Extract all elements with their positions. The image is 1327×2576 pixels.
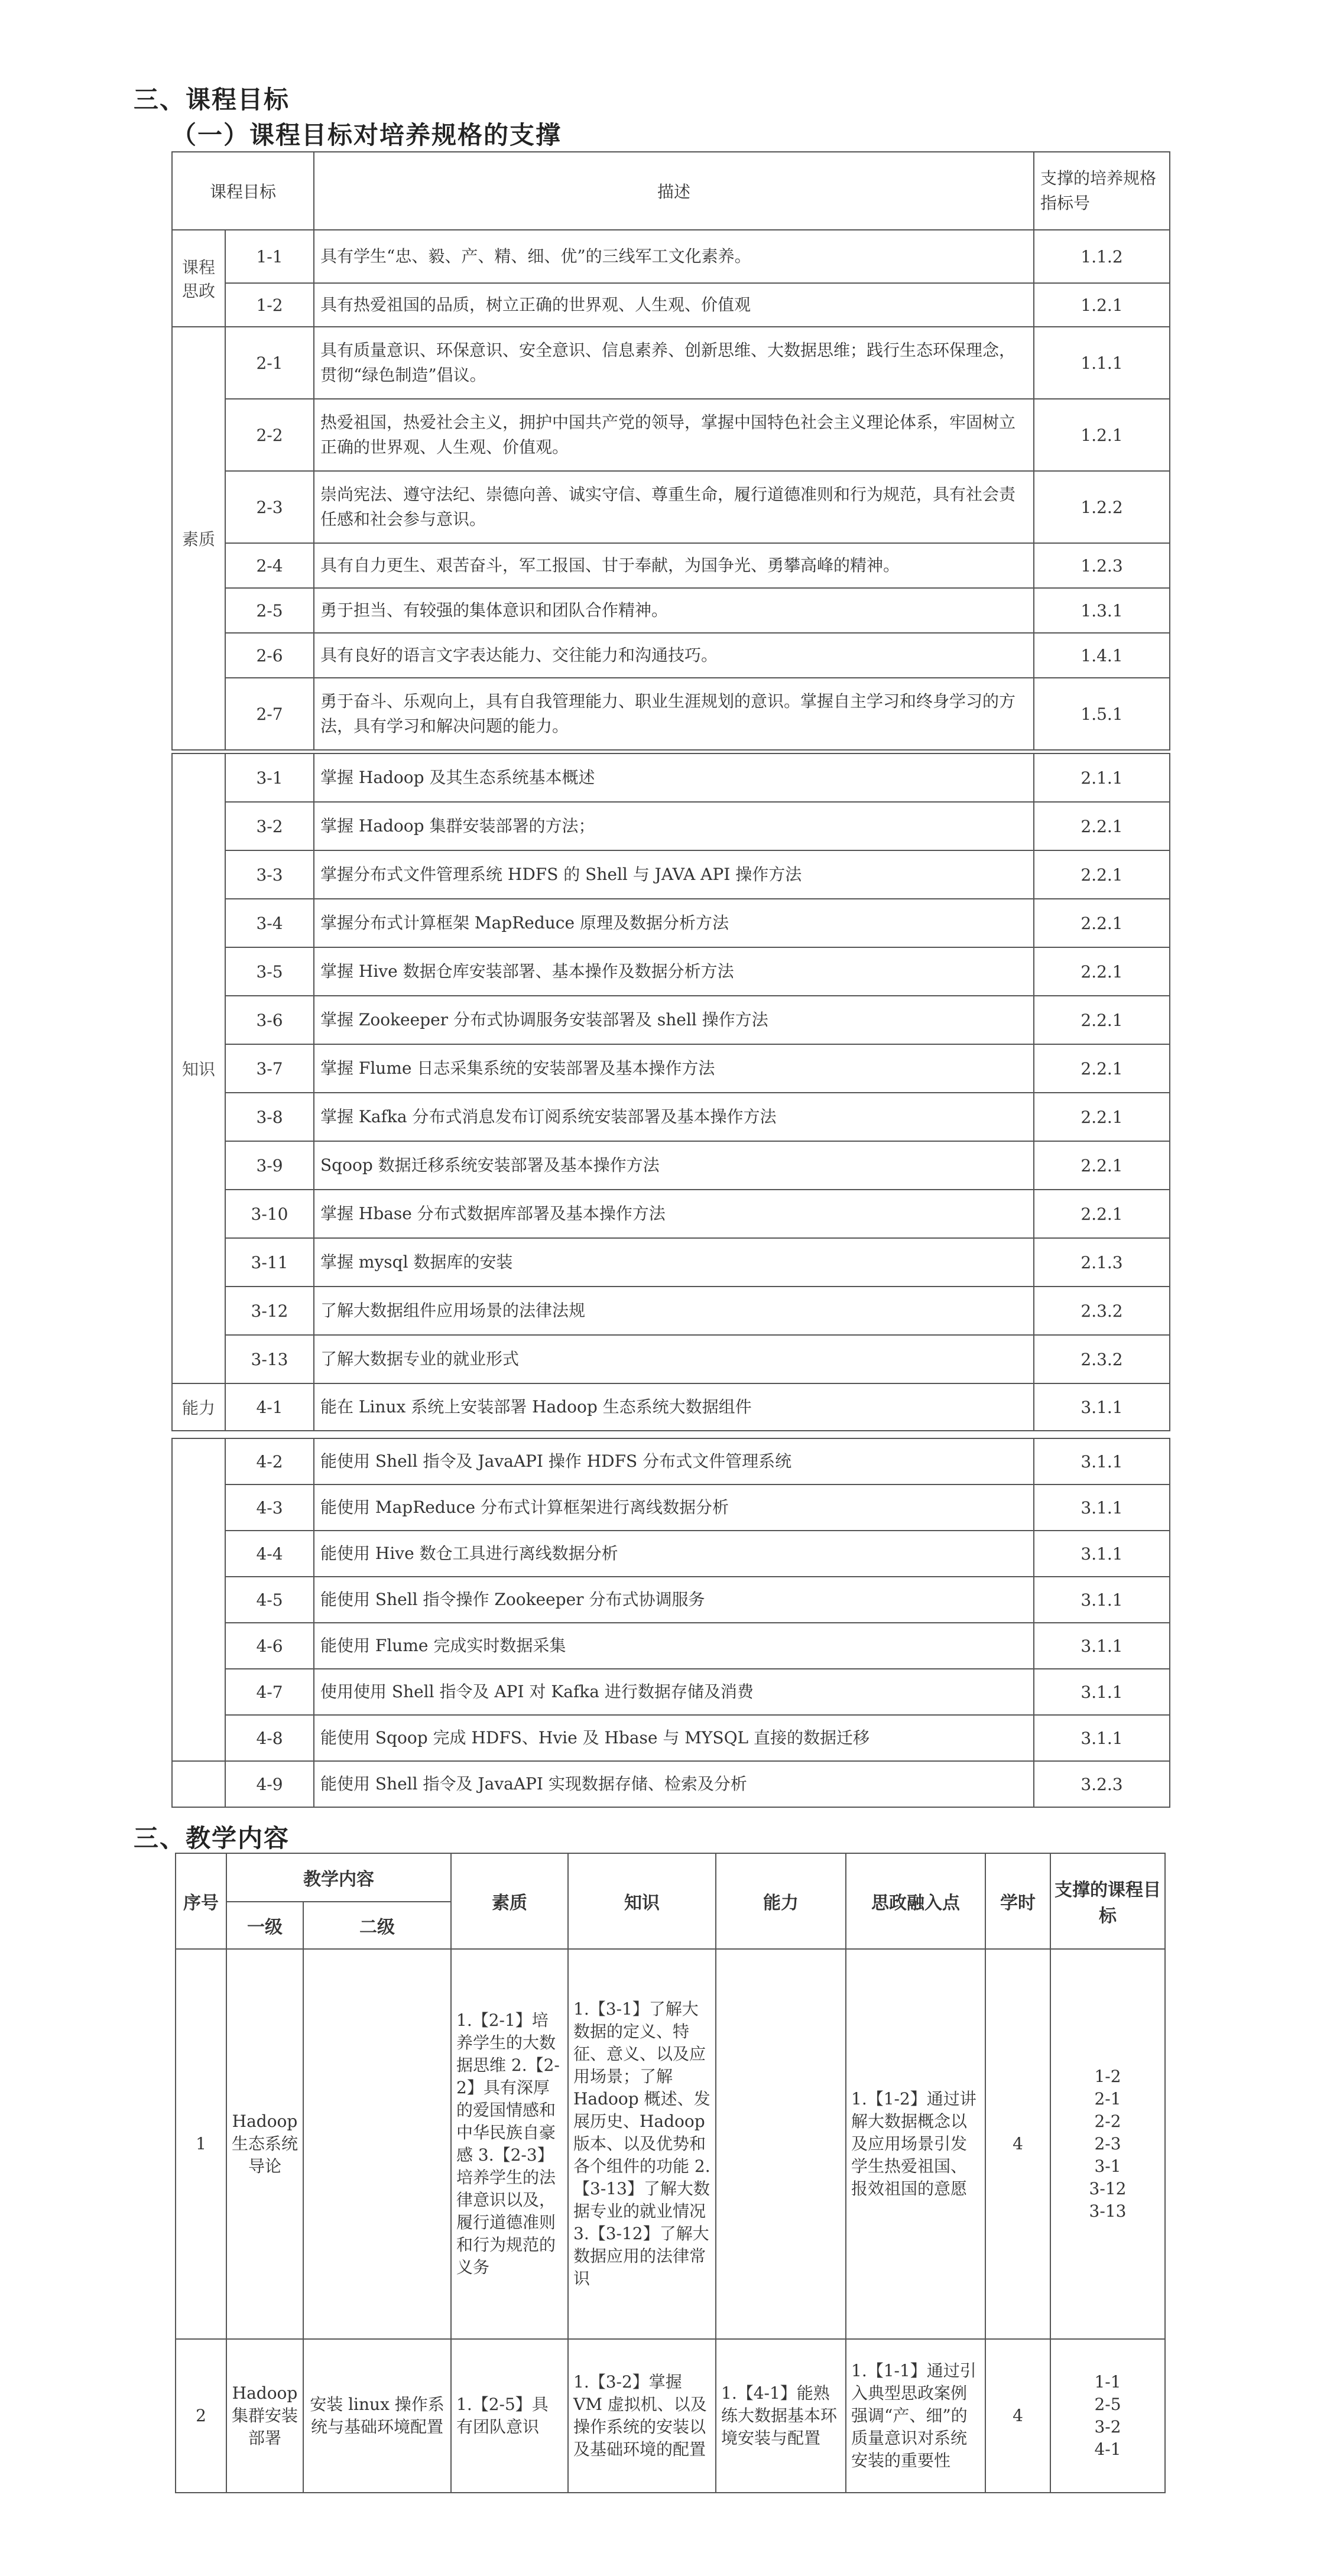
objective-code: 4-3 <box>225 1484 314 1531</box>
objective-desc: 具有自力更生、艰苦奋斗，军工报国、甘于奉献，为国争光、勇攀高峰的精神。 <box>314 543 1034 588</box>
header-goals: 支撑的课程目标 <box>1050 1853 1165 1949</box>
objective-desc: 勇于奋斗、乐观向上，具有自我管理能力、职业生涯规划的意识。掌握自主学习和终身学习的方法，具有学习和解决问题的能力。 <box>314 678 1034 750</box>
objective-code: 4-2 <box>225 1438 314 1484</box>
objective-spec: 3.1.1 <box>1034 1577 1170 1623</box>
objective-spec: 2.2.1 <box>1034 1141 1170 1190</box>
objective-spec: 2.2.1 <box>1034 899 1170 947</box>
objective-spec: 1.2.3 <box>1034 543 1170 588</box>
content-nengli: 1.【4-1】能熟练大数据基本环境安装与配置 <box>716 2339 846 2493</box>
objective-desc: 使用使用 Shell 指令及 API 对 Kafka 进行数据存储及消费 <box>314 1669 1034 1715</box>
objective-code: 2-7 <box>225 678 314 750</box>
objective-desc: 能在 Linux 系统上安装部署 Hadoop 生态系统大数据组件 <box>314 1383 1034 1431</box>
header-spec-index: 支撑的培养规格指标号 <box>1034 152 1170 230</box>
objective-desc: 具有热爱祖国的品质，树立正确的世界观、人生观、价值观 <box>314 283 1034 327</box>
objective-spec: 2.1.1 <box>1034 753 1170 802</box>
objective-desc: 掌握 Hadoop 及其生态系统基本概述 <box>314 753 1034 802</box>
objective-desc: 具有质量意识、环保意识、安全意识、信息素养、创新思维、大数据思维；践行生态环保理念，贯彻“绿色制造”倡议。 <box>314 327 1034 399</box>
goal-item: 1-1 <box>1094 2372 1121 2392</box>
objective-code: 4-5 <box>225 1577 314 1623</box>
objective-desc: 掌握分布式文件管理系统 HDFS 的 Shell 与 JAVA API 操作方法 <box>314 850 1034 899</box>
objective-desc: 能使用 Shell 指令及 JavaAPI 操作 HDFS 分布式文件管理系统 <box>314 1438 1034 1484</box>
goal-item: 2-1 <box>1094 2089 1121 2109</box>
content-level2 <box>303 1949 451 2339</box>
objectives-table-part2 <box>171 753 1170 1431</box>
content-no: 1 <box>176 1949 226 2339</box>
section-heading-course-objectives: 三、课程目标 <box>134 85 290 114</box>
goal-item: 3-2 <box>1094 2417 1121 2437</box>
content-hours: 4 <box>985 2339 1050 2493</box>
objective-desc: 热爱祖国，热爱社会主义，拥护中国共产党的领导，掌握中国特色社会主义理论体系，牢固树立正确的世界观、人生观、价值观。 <box>314 399 1034 471</box>
objective-code: 3-10 <box>225 1190 314 1238</box>
objective-code: 4-7 <box>225 1669 314 1715</box>
content-suzhi: 1.【2-5】具有团队意识 <box>451 2339 568 2493</box>
objective-desc: 掌握分布式计算框架 MapReduce 原理及数据分析方法 <box>314 899 1034 947</box>
objective-desc: 能使用 MapReduce 分布式计算框架进行离线数据分析 <box>314 1484 1034 1531</box>
objective-desc: 掌握 Zookeeper 分布式协调服务安装部署及 shell 操作方法 <box>314 996 1034 1044</box>
category-blank <box>172 1761 225 1807</box>
goal-item: 2-3 <box>1094 2134 1121 2153</box>
objective-spec: 3.1.1 <box>1034 1531 1170 1577</box>
subsection-heading-objective-support: （一）课程目标对培养规格的支撑 <box>171 121 562 150</box>
objective-desc: 能使用 Shell 指令及 JavaAPI 实现数据存储、检索及分析 <box>314 1761 1034 1807</box>
header-suzhi: 素质 <box>451 1853 568 1949</box>
objective-desc: 具有良好的语言文字表达能力、交往能力和沟通技巧。 <box>314 633 1034 678</box>
objective-desc: 崇尚宪法、遵守法纪、崇德向善、诚实守信、尊重生命，履行道德准则和行为规范，具有社会责任感和社会参与意识。 <box>314 471 1034 543</box>
goal-item: 3-12 <box>1089 2179 1127 2198</box>
objective-code: 1-1 <box>225 230 314 283</box>
objective-code: 3-1 <box>225 753 314 802</box>
teaching-content-table <box>175 1853 1166 2493</box>
header-sizheng: 思政融入点 <box>846 1853 985 1949</box>
objective-spec: 1.5.1 <box>1034 678 1170 750</box>
objective-desc: 能使用 Shell 指令操作 Zookeeper 分布式协调服务 <box>314 1577 1034 1623</box>
objective-spec: 2.3.2 <box>1034 1287 1170 1335</box>
objective-desc: 了解大数据专业的就业形式 <box>314 1335 1034 1383</box>
objective-code: 4-8 <box>225 1715 314 1761</box>
objective-code: 3-9 <box>225 1141 314 1190</box>
objective-desc: 掌握 Flume 日志采集系统的安装部署及基本操作方法 <box>314 1044 1034 1093</box>
objective-spec: 3.1.1 <box>1034 1438 1170 1484</box>
goal-item: 2-5 <box>1094 2395 1121 2414</box>
goal-item: 1-2 <box>1094 2067 1121 2086</box>
objective-desc: 能使用 Flume 完成实时数据采集 <box>314 1623 1034 1669</box>
goal-item: 3-1 <box>1094 2156 1121 2176</box>
objective-code: 2-5 <box>225 588 314 633</box>
category-suzhi: 素质 <box>172 327 225 750</box>
content-sizheng: 1.【1-1】通过引入典型思政案例强调“产、细”的质量意识对系统安装的重要性 <box>846 2339 985 2493</box>
objective-spec: 2.2.1 <box>1034 850 1170 899</box>
objective-spec: 1.3.1 <box>1034 588 1170 633</box>
objective-code: 1-2 <box>225 283 314 327</box>
objective-spec: 2.2.1 <box>1034 802 1170 850</box>
objective-desc: 掌握 Hadoop 集群安装部署的方法； <box>314 802 1034 850</box>
content-goals <box>1050 2339 1165 2493</box>
header-no: 序号 <box>176 1853 226 1949</box>
objective-spec: 3.1.1 <box>1034 1484 1170 1531</box>
objective-code: 2-1 <box>225 327 314 399</box>
objective-desc: 了解大数据组件应用场景的法律法规 <box>314 1287 1034 1335</box>
objective-spec: 3.2.3 <box>1034 1761 1170 1807</box>
objective-code: 3-13 <box>225 1335 314 1383</box>
objective-code: 2-3 <box>225 471 314 543</box>
content-suzhi: 1.【2-1】培养学生的大数据思维 2.【2-2】具有深厚的爱国情感和中华民族自豪感 3.【2-3】培养学生的法律意识以及，履行道德准则和行为规范的义务 <box>451 1949 568 2339</box>
objectives-table-part1 <box>171 151 1170 751</box>
header-level1: 一级 <box>226 1902 303 1949</box>
objective-desc: 勇于担当、有较强的集体意识和团队合作精神。 <box>314 588 1034 633</box>
objective-desc: 掌握 Hive 数据仓库安装部署、基本操作及数据分析方法 <box>314 947 1034 996</box>
header-zhishi: 知识 <box>568 1853 716 1949</box>
objective-code: 3-3 <box>225 850 314 899</box>
objective-code: 3-12 <box>225 1287 314 1335</box>
content-level1: Hadoop生态系统导论 <box>226 1949 303 2339</box>
objective-spec: 3.1.1 <box>1034 1715 1170 1761</box>
objective-spec: 1.2.1 <box>1034 283 1170 327</box>
objective-desc: 能使用 Hive 数仓工具进行离线数据分析 <box>314 1531 1034 1577</box>
objective-code: 4-1 <box>225 1383 314 1431</box>
objective-spec: 3.1.1 <box>1034 1623 1170 1669</box>
objective-spec: 1.2.2 <box>1034 471 1170 543</box>
header-hours: 学时 <box>985 1853 1050 1949</box>
objective-code: 4-4 <box>225 1531 314 1577</box>
objective-spec: 2.2.1 <box>1034 1093 1170 1141</box>
objective-desc: 掌握 Kafka 分布式消息发布订阅系统安装部署及基本操作方法 <box>314 1093 1034 1141</box>
objective-code: 2-6 <box>225 633 314 678</box>
content-level2: 安装 linux 操作系统与基础环境配置 <box>303 2339 451 2493</box>
objective-spec: 1.1.2 <box>1034 230 1170 283</box>
objective-spec: 1.1.1 <box>1034 327 1170 399</box>
objective-code: 2-4 <box>225 543 314 588</box>
content-zhishi: 1.【3-1】了解大数据的定义、特征、意义、以及应用场景；了解 Hadoop 概述、发展历史、Hadoop 版本、以及优势和各个组件的功能 2.【3-13】了解大数据专业的就业情况 3.【3-12】了解大数据应用的法律常识 <box>568 1949 716 2339</box>
objective-spec: 2.3.2 <box>1034 1335 1170 1383</box>
objective-spec: 2.2.1 <box>1034 996 1170 1044</box>
header-description: 描述 <box>314 152 1034 230</box>
objective-desc: 具有学生“忠、毅、产、精、细、优”的三线军工文化素养。 <box>314 230 1034 283</box>
objective-code: 2-2 <box>225 399 314 471</box>
objective-spec: 3.1.1 <box>1034 1383 1170 1431</box>
header-nengli: 能力 <box>716 1853 846 1949</box>
objective-code: 3-6 <box>225 996 314 1044</box>
goal-item: 3-13 <box>1089 2201 1127 2221</box>
content-goals <box>1050 1949 1165 2339</box>
goal-item: 4-1 <box>1094 2439 1121 2459</box>
objective-code: 4-9 <box>225 1761 314 1807</box>
header-level2: 二级 <box>303 1902 451 1949</box>
objective-desc: 掌握 mysql 数据库的安装 <box>314 1238 1034 1287</box>
category-nengli: 能力 <box>172 1383 225 1431</box>
objective-code: 3-7 <box>225 1044 314 1093</box>
objective-spec: 3.1.1 <box>1034 1669 1170 1715</box>
content-sizheng: 1.【1-2】通过讲解大数据概念以及应用场景引发学生热爱祖国、报效祖国的意愿 <box>846 1949 985 2339</box>
header-content: 教学内容 <box>226 1853 451 1902</box>
section-heading-teaching-content: 三、教学内容 <box>134 1824 290 1853</box>
content-no: 2 <box>176 2339 226 2493</box>
objective-spec: 2.2.1 <box>1034 1190 1170 1238</box>
category-blank <box>172 1438 225 1761</box>
content-zhishi: 1.【3-2】掌握 VM 虚拟机、以及操作系统的安装以及基础环境的配置 <box>568 2339 716 2493</box>
header-course-goal: 课程目标 <box>172 152 314 230</box>
objective-code: 3-5 <box>225 947 314 996</box>
objective-code: 3-4 <box>225 899 314 947</box>
content-hours: 4 <box>985 1949 1050 2339</box>
objective-desc: 能使用 Sqoop 完成 HDFS、Hvie 及 Hbase 与 MYSQL 直接的数据迁移 <box>314 1715 1034 1761</box>
objective-spec: 1.2.1 <box>1034 399 1170 471</box>
category-sizheng: 课程思政 <box>172 230 225 327</box>
objective-spec: 2.1.3 <box>1034 1238 1170 1287</box>
objective-code: 3-8 <box>225 1093 314 1141</box>
content-nengli <box>716 1949 846 2339</box>
objective-spec: 1.4.1 <box>1034 633 1170 678</box>
objective-spec: 2.2.1 <box>1034 947 1170 996</box>
objective-code: 3-11 <box>225 1238 314 1287</box>
objective-desc: 掌握 Hbase 分布式数据库部署及基本操作方法 <box>314 1190 1034 1238</box>
category-zhishi: 知识 <box>172 753 225 1383</box>
objectives-table-part3 <box>171 1438 1170 1808</box>
content-level1: Hadoop集群安装部署 <box>226 2339 303 2493</box>
objective-code: 4-6 <box>225 1623 314 1669</box>
objective-code: 3-2 <box>225 802 314 850</box>
objective-spec: 2.2.1 <box>1034 1044 1170 1093</box>
goal-item: 2-2 <box>1094 2112 1121 2131</box>
objective-desc: Sqoop 数据迁移系统安装部署及基本操作方法 <box>314 1141 1034 1190</box>
